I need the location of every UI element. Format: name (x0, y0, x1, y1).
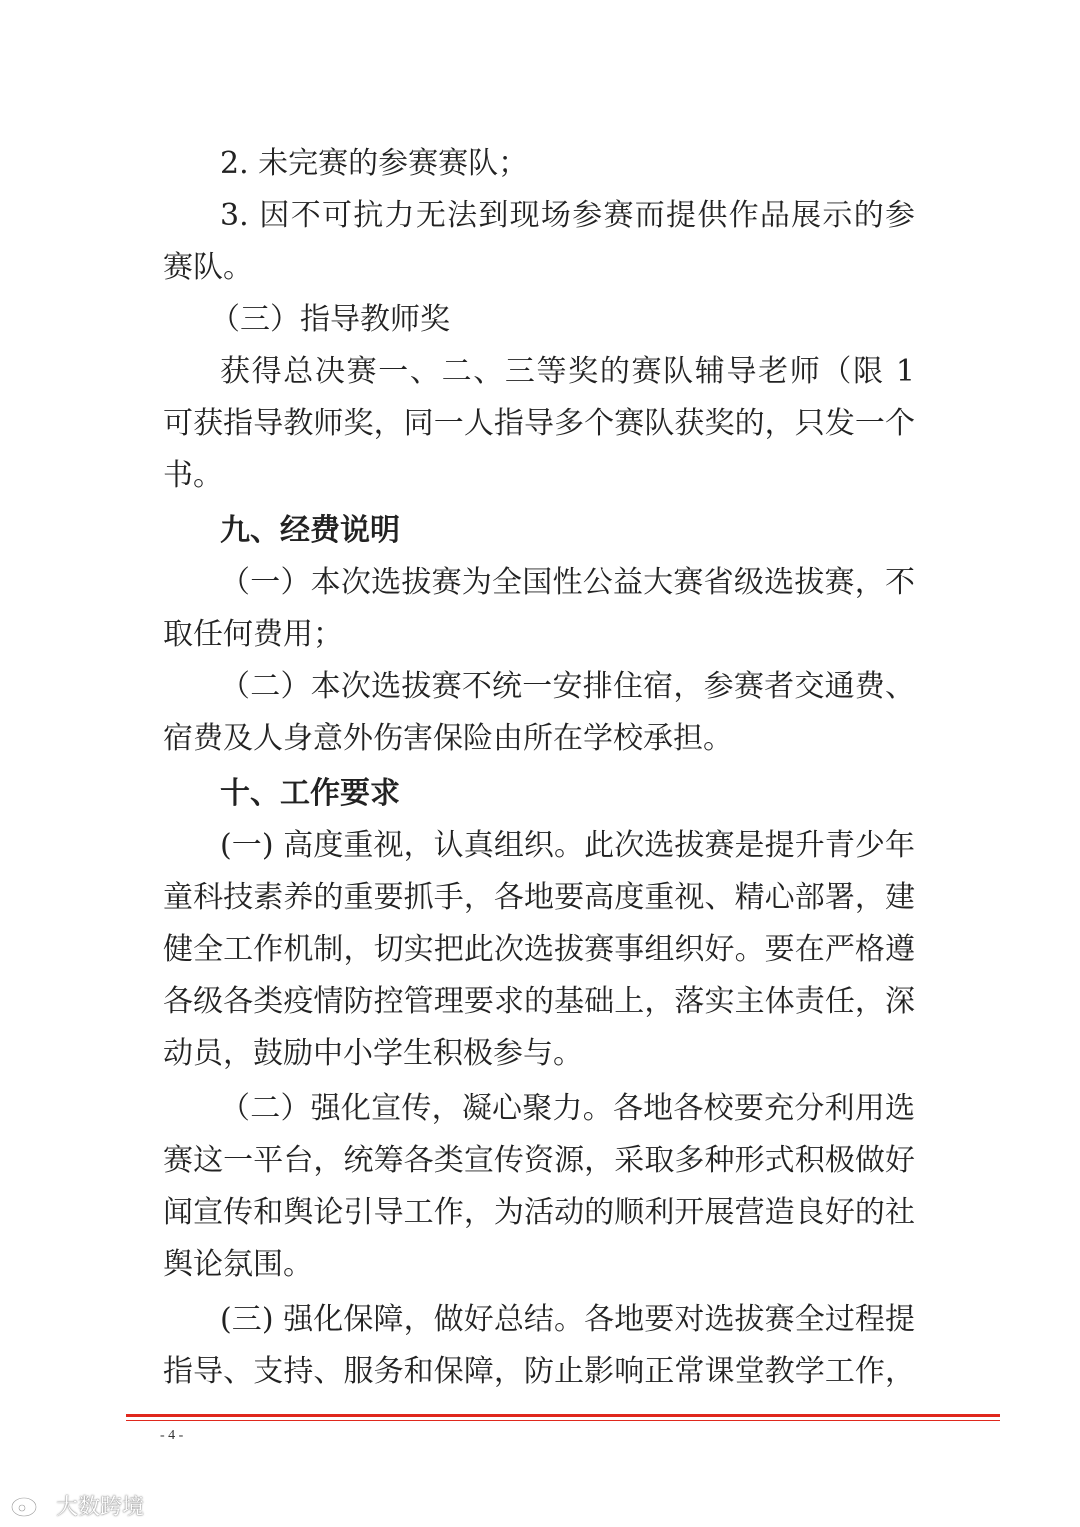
paragraph-line: （一）本次选拔赛为全国性公益大赛省级选拔赛，不 (220, 565, 915, 600)
paragraph-line: 各级各类疫情防控管理要求的基础上，落实主体责任，深 (163, 984, 915, 1019)
list-item-3: 3. 因不可抗力无法到现场参赛而提供作品展示的参 (220, 198, 915, 233)
paragraph-line: 获得总决赛一、二、三等奖的赛队辅导老师（限 1 (220, 354, 915, 389)
paragraph-line: 健全工作机制，切实把此次选拔赛事组织好。要在严格遵 (163, 932, 915, 967)
paragraph-line: 可获指导教师奖，同一人指导多个赛队获奖的，只发一个 (163, 406, 915, 441)
paragraph-line: 闻宣传和舆论引导工作，为活动的顺利开展营造良好的社 (163, 1195, 915, 1230)
paragraph-line: 赛这一平台，统筹各类宣传资源，采取多种形式积极做好 (163, 1143, 915, 1178)
page-number: - 4 - (160, 1428, 184, 1443)
weibo-logo-icon (10, 1492, 50, 1518)
paragraph-line: 动员，鼓励中小学生积极参与。 (163, 1036, 583, 1071)
watermark-text: 大数跨境 (56, 1494, 145, 1520)
paragraph-line: 指导、支持、服务和保障，防止影响正常课堂教学工作， (163, 1354, 915, 1389)
paragraph-line: (三) 强化保障，做好总结。各地要对选拔赛全过程提 (220, 1302, 915, 1337)
paragraph-line: （二）本次选拔赛不统一安排住宿，参赛者交通费、 (220, 669, 915, 704)
paragraph-line: 舆论氛围。 (163, 1247, 313, 1282)
watermark (10, 1490, 144, 1520)
list-item-3-cont: 赛队。 (163, 250, 253, 285)
footer-rule (126, 1414, 1000, 1417)
subheading-instructor-award: （三）指导教师奖 (210, 302, 450, 337)
paragraph-line: （二）强化宣传，凝心聚力。各地各校要充分利用选 (220, 1091, 915, 1126)
paragraph-line: 宿费及人身意外伤害保险由所在学校承担。 (163, 721, 733, 756)
paragraph-line: 童科技素养的重要抓手，各地要高度重视、精心部署，建 (163, 880, 915, 915)
list-item-2: 2. 未完赛的参赛赛队； (220, 146, 529, 181)
paragraph-line: (一) 高度重视，认真组织。此次选拔赛是提升青少年 (220, 828, 915, 863)
paragraph-line: 取任何费用； (163, 617, 343, 652)
paragraph-line: 书。 (163, 458, 223, 493)
section-heading-requirements: 十、工作要求 (220, 776, 400, 811)
footer-rule-thin (126, 1420, 1000, 1421)
section-heading-funding: 九、经费说明 (220, 513, 400, 548)
